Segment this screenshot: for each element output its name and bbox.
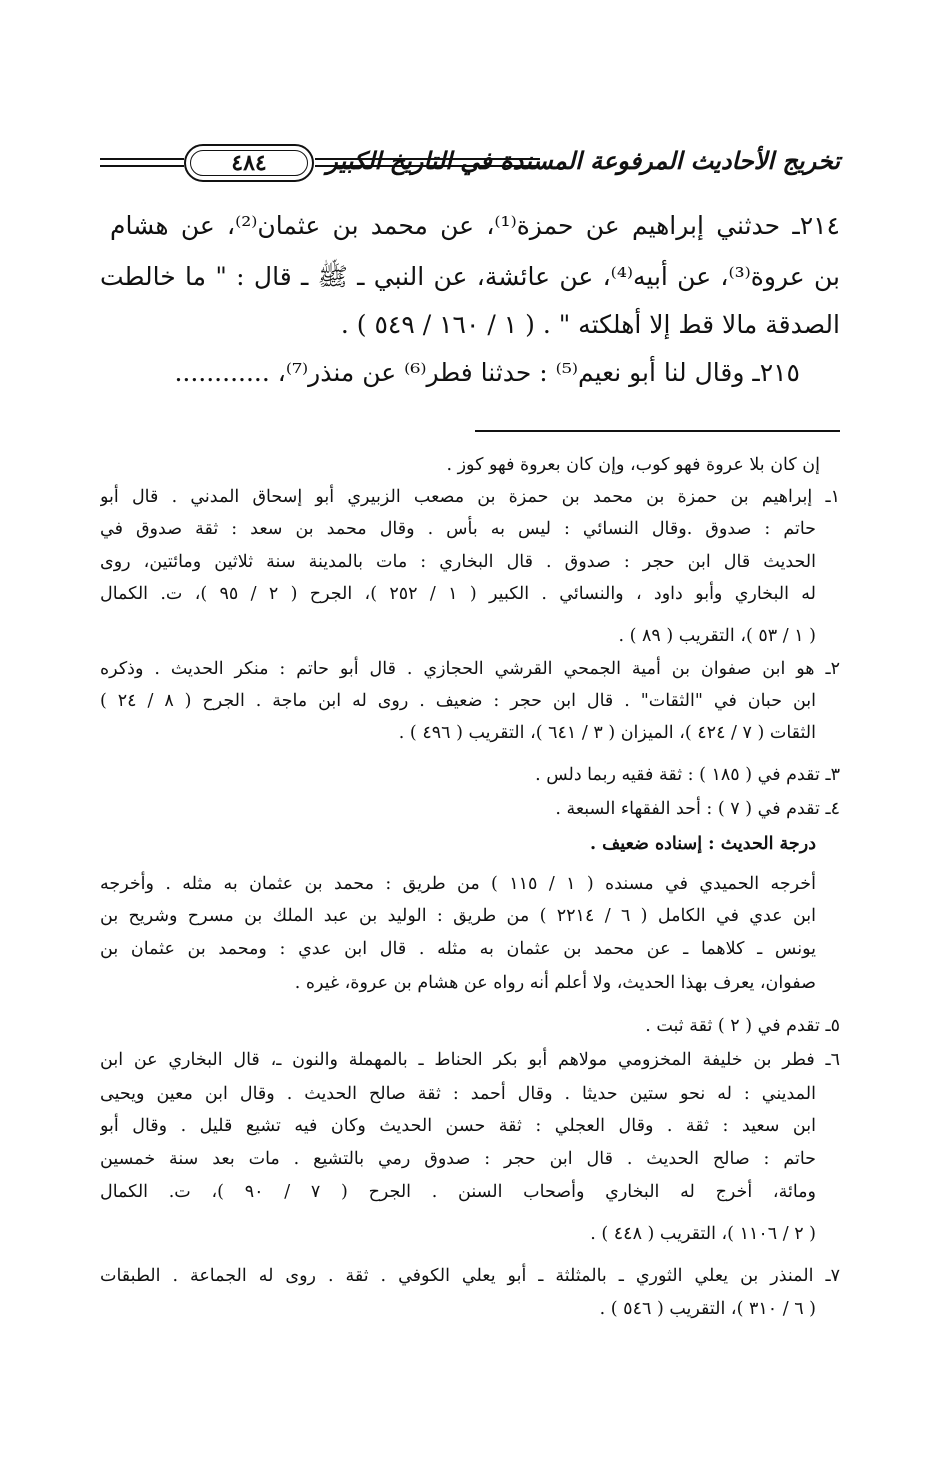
footnote-line: يونس ـ كلاهما ـ عن محمد بن عثمان به مثله . قال ابن عدي : ومحمد بن عثمان بن <box>100 939 816 959</box>
main-line: بن عروة⁽³⁾، عن أبيه⁽⁴⁾، عن عائشة، عن النبي ـ ﷺ ـ قال : " ما خالطت <box>100 262 840 291</box>
footnote-line: ( ١ / ٥٣ )، التقريب ( ٨٩ ) . <box>618 626 816 646</box>
footnote-line: ( ٢ / ١١٠٦ )، التقريب ( ٤٤٨ ) . <box>590 1224 816 1244</box>
footnote-line: الحديث قال ابن حجر : صدوق . قال البخاري : مات بالمدينة سنة ثلاثين ومائتين، روى <box>100 552 816 572</box>
page-header <box>100 140 840 186</box>
footnote-line: ومائة، أخرج له البخاري وأصحاب السنن . الجرح ( ٧ / ٩٠ )، ت. الكمال <box>100 1182 816 1202</box>
header-double-rule-end <box>100 158 184 167</box>
footnote-line: ( ٦ / ٣١٠ )، التقريب ( ٥٤٦ ) . <box>599 1299 816 1319</box>
hadith-grade-heading: درجة الحديث : إسناده ضعيف . <box>590 834 816 854</box>
footnote-line: له البخاري وأبو داود ، والنسائي . الكبير ( ١ / ٢٥٢ )، الجرح ( ٢ / ٩٥ )، ت. الكمال <box>100 584 816 604</box>
footnote-line: ٧ـ المنذر بن يعلي الثوري ـ بالمثلثة ـ أبو يعلي الكوفي . ثقة . روى له الجماعة . الطبقات <box>100 1266 840 1286</box>
header-double-rule <box>315 158 540 167</box>
footnote-line: الثقات ( ٧ / ٤٢٤ )، الميزان ( ٣ / ٦٤١ )، التقريب ( ٤٩٦ ) . <box>398 723 816 743</box>
footnote-line: صفوان، يعرف بهذا الحديث، ولا أعلم أنه رواه عن هشام بن عروة، غيره . <box>294 973 816 993</box>
main-line: الصدقة مالا قط إلا أهلكته " . ( ١ / ١٦٠ / ٥٤٩ ) . <box>340 310 840 339</box>
page-number: ٤٨٤ <box>231 150 267 176</box>
footnote-line: ابن سعيد : ثقة . وقال العجلي : ثقة حسن الحديث وكان فيه تشيع قليل . وقال أبو <box>100 1116 816 1136</box>
footnote-line: ١ـ إبراهيم بن حمزة بن محمد بن حمزة بن مصعب الزبيري أبو إسحاق المدني . قال أبو <box>100 487 840 507</box>
footnote-line: ابن حبان في "الثقات" . قال ابن حجر : ضعيف . روى له ابن ماجة . الجرح ( ٨ / ٢٤ ) <box>100 691 816 711</box>
footnote-line: ٢ـ هو ابن صفوان بن أمية الجمحي القرشي الحجازي . قال أبو حاتم : منكر الحديث . وذكره <box>100 659 840 679</box>
page-number-badge <box>184 144 314 182</box>
footnote-divider <box>475 430 840 432</box>
footnote-line: ابن عدي في الكامل ( ٦ / ٢٢١٤ ) من طريق : الوليد بن عبد الملك بن مسرح وشريح بن <box>100 906 816 926</box>
footnote-line: أخرجه الحميدي في مسنده ( ١ / ١١٥ ) من طريق : محمد بن عثمان به مثله . وأخرجه <box>100 874 816 894</box>
running-title: تخريج الأحاديث المرفوعة المسندة في التاريخ الكبير <box>326 146 840 175</box>
footnote-line: إن كان بلا عروة فهو كوب، وإن كان بعروة فهو كوز . <box>446 455 820 475</box>
footnote-line: ٥ـ تقدم في ( ٢ ) ثقة ثبت . <box>645 1016 840 1036</box>
main-line: ٢١٤ـ حدثني إبراهيم عن حمزة⁽¹⁾، عن محمد بن عثمان⁽²⁾، عن هشام <box>110 211 840 240</box>
footnote-line: المديني : له نحو ستين حديثا . وقال أحمد : ثقة صالح الحديث . وقال ابن معين ويحيى <box>100 1084 816 1104</box>
footnote-line: ٤ـ تقدم في ( ٧ ) : أحد الفقهاء السبعة . <box>555 799 840 819</box>
main-line: ٢١٥ـ وقال لنا أبو نعيم⁽⁵⁾ : حدثنا فطر⁽⁶⁾ عن منذر⁽⁷⁾، ............ <box>174 358 800 387</box>
footnote-line: حاتم : صدوق .وقال النسائي : ليس به بأس . وقال محمد بن سعد : ثقة صدوق في <box>100 519 816 539</box>
footnote-line: ٣ـ تقدم في ( ١٨٥ ) : ثقة فقيه ربما دلس . <box>535 765 840 785</box>
footnote-line: حاتم : صالح الحديث . قال ابن حجر : صدوق رمي بالتشيع . مات بعد سنة خمسين <box>100 1149 816 1169</box>
footnote-line: ٦ـ فطر بن خليفة المخزومي مولاهم أبو بكر الحناط ـ بالمهملة والنون ـ، قال البخاري عن ابن <box>100 1050 840 1070</box>
